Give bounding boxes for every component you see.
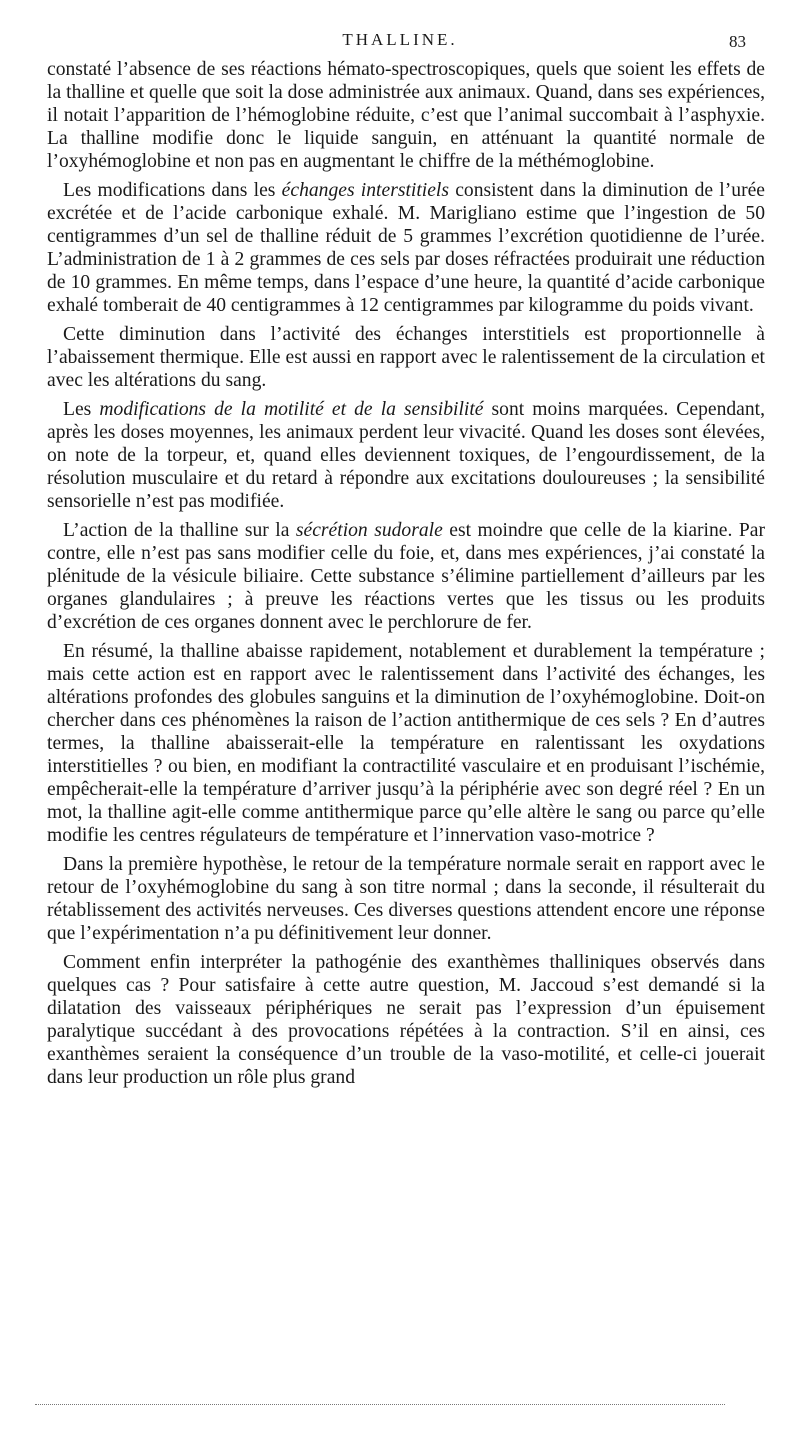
paragraph-motilite-sensibilite xyxy=(47,398,765,513)
paragraph-text: constaté l’absence de ses réactions hémato-spectroscopiques, quels que soient les effets de la thalline et quelle que soit la dose administrée aux animaux. Quand, dans ses expériences, il notait l’apparition de l’hémoglobine réduite, c’est que l’animal succombait à l’asphyxie. La thalline modifie donc le liquide sanguin, en atténuant la quantité normale de l’oxyhémoglobine et non pas en augmentant le chiffre de la méthémoglobine. xyxy=(47,59,765,172)
running-head xyxy=(0,30,800,56)
italic-term: sécrétion sudorale xyxy=(295,520,443,541)
paragraph-diminution xyxy=(47,323,765,392)
paragraph-text: Cette diminution dans l’activité des échanges interstitiels est proportionnelle à l’abaissement thermique. Elle est aussi en rapport avec le ralentissement de la circulation et avec les altérations du sang. xyxy=(47,324,765,391)
paragraph-text: En résumé, la thalline abaisse rapidement, notablement et durablement la température ; mais cette action est en rapport avec le ralentissement dans l’activité des échanges, les altérations profondes des globules sanguins et la diminution de l’oxyhémoglobine. Doit-on chercher dans ces phénomènes la raison de l’action antithermique de ces sels ? En d’autres termes, la thalline abaisserait-elle la température en ralentissant les oxydations interstitielles ? ou bien, en modifiant la contractilité vasculaire et en produisant l’ischémie, empêcherait-elle la température d’arriver jusqu’à la périphérie avec son degré réel ? En un mot, la thalline agit-elle comme antithermique parce qu’elle altère le sang ou parce qu’elle modifie les centres régulateurs de température et l’innervation vaso-motrice ? xyxy=(47,641,765,846)
body-text xyxy=(47,58,765,1095)
italic-term: modifications de la motilité et de la sensibilité xyxy=(99,399,484,420)
paragraph-text: Les modifications dans les xyxy=(63,180,282,201)
italic-term: échanges interstitiels xyxy=(281,180,449,201)
paragraph-text: est moindre que celle de la kiarine. Par contre, elle n’est pas sans modifier celle du foie, et, dans mes expériences, j’ai constaté la plénitude de la vésicule biliaire. Cette substance s’élimine partiellement d’ailleurs par les organes glandulaires ; à preuve les réactions vertes que les tissus ou les produits d’excrétion de ces organes donnent avec le perchlorure de fer. xyxy=(47,520,765,633)
paragraph-en-resume xyxy=(47,640,765,847)
paragraph-text: Dans la première hypothèse, le retour de la température normale serait en rapport avec le retour de l’oxyhémoglobine du sang à son titre normal ; dans la seconde, il résulterait du rétablissement des activités nerveuses. Ces diverses questions attendent encore une réponse que l’expérimentation n’a pu définitivement leur donner. xyxy=(47,854,765,944)
paragraph-text: consistent dans la diminution de l’urée excrétée et de l’acide carbonique exhalé. M. Marigliano estime que l’ingestion de 50 centigrammes d’un sel de thalline réduit de 5 grammes l’excrétion quotidienne de l’urée. L’administration de 1 à 2 grammes de ces sels par doses réfractées produirait une réduction de 10 grammes. En même temps, dans l’espace d’une heure, la quantité d’acide carbonique exhalé tomberait de 40 centigrammes à 12 centigrammes par kilogramme du poids vivant. xyxy=(47,180,765,316)
paragraph-text: L’action de la thalline sur la xyxy=(63,520,296,541)
paragraph-text: Comment enfin interpréter la pathogénie des exanthèmes thalliniques observés dans quelques cas ? Pour satisfaire à cette autre question, M. Jaccoud s’est demandé si la dilatation des vaisseaux périphériques ne serait pas l’expression d’un épuisement paralytique succédant à des provocations répétées à la contraction. S’il en ainsi, ces exanthèmes seraient la conséquence d’un trouble de la vaso-motilité, et celle-ci jouerait dans leur production un rôle plus grand xyxy=(47,952,765,1088)
running-title: THALLINE. xyxy=(342,30,458,49)
page-number: 83 xyxy=(729,32,746,51)
paragraph-exanthemes xyxy=(47,951,765,1089)
footer-dotted-rule xyxy=(35,1404,725,1405)
paragraph-echanges-interstitiels xyxy=(47,179,765,317)
paragraph-text: Les xyxy=(63,399,100,420)
paragraph-text: sont moins marquées. Cependant, après les doses moyennes, les animaux perdent leur vivacité. Quand les doses sont élevées, on note de la torpeur, et, quand elles deviennent toxiques, de l’engourdissement, de la résolution musculaire et du retard à répondre aux excitations douloureuses ; la sensibilité sensorielle n’est pas modifiée. xyxy=(47,399,765,512)
paragraph-premiere-hypothese xyxy=(47,853,765,945)
paragraph-continuation xyxy=(47,58,765,173)
paragraph-secretion-sudorale xyxy=(47,519,765,634)
